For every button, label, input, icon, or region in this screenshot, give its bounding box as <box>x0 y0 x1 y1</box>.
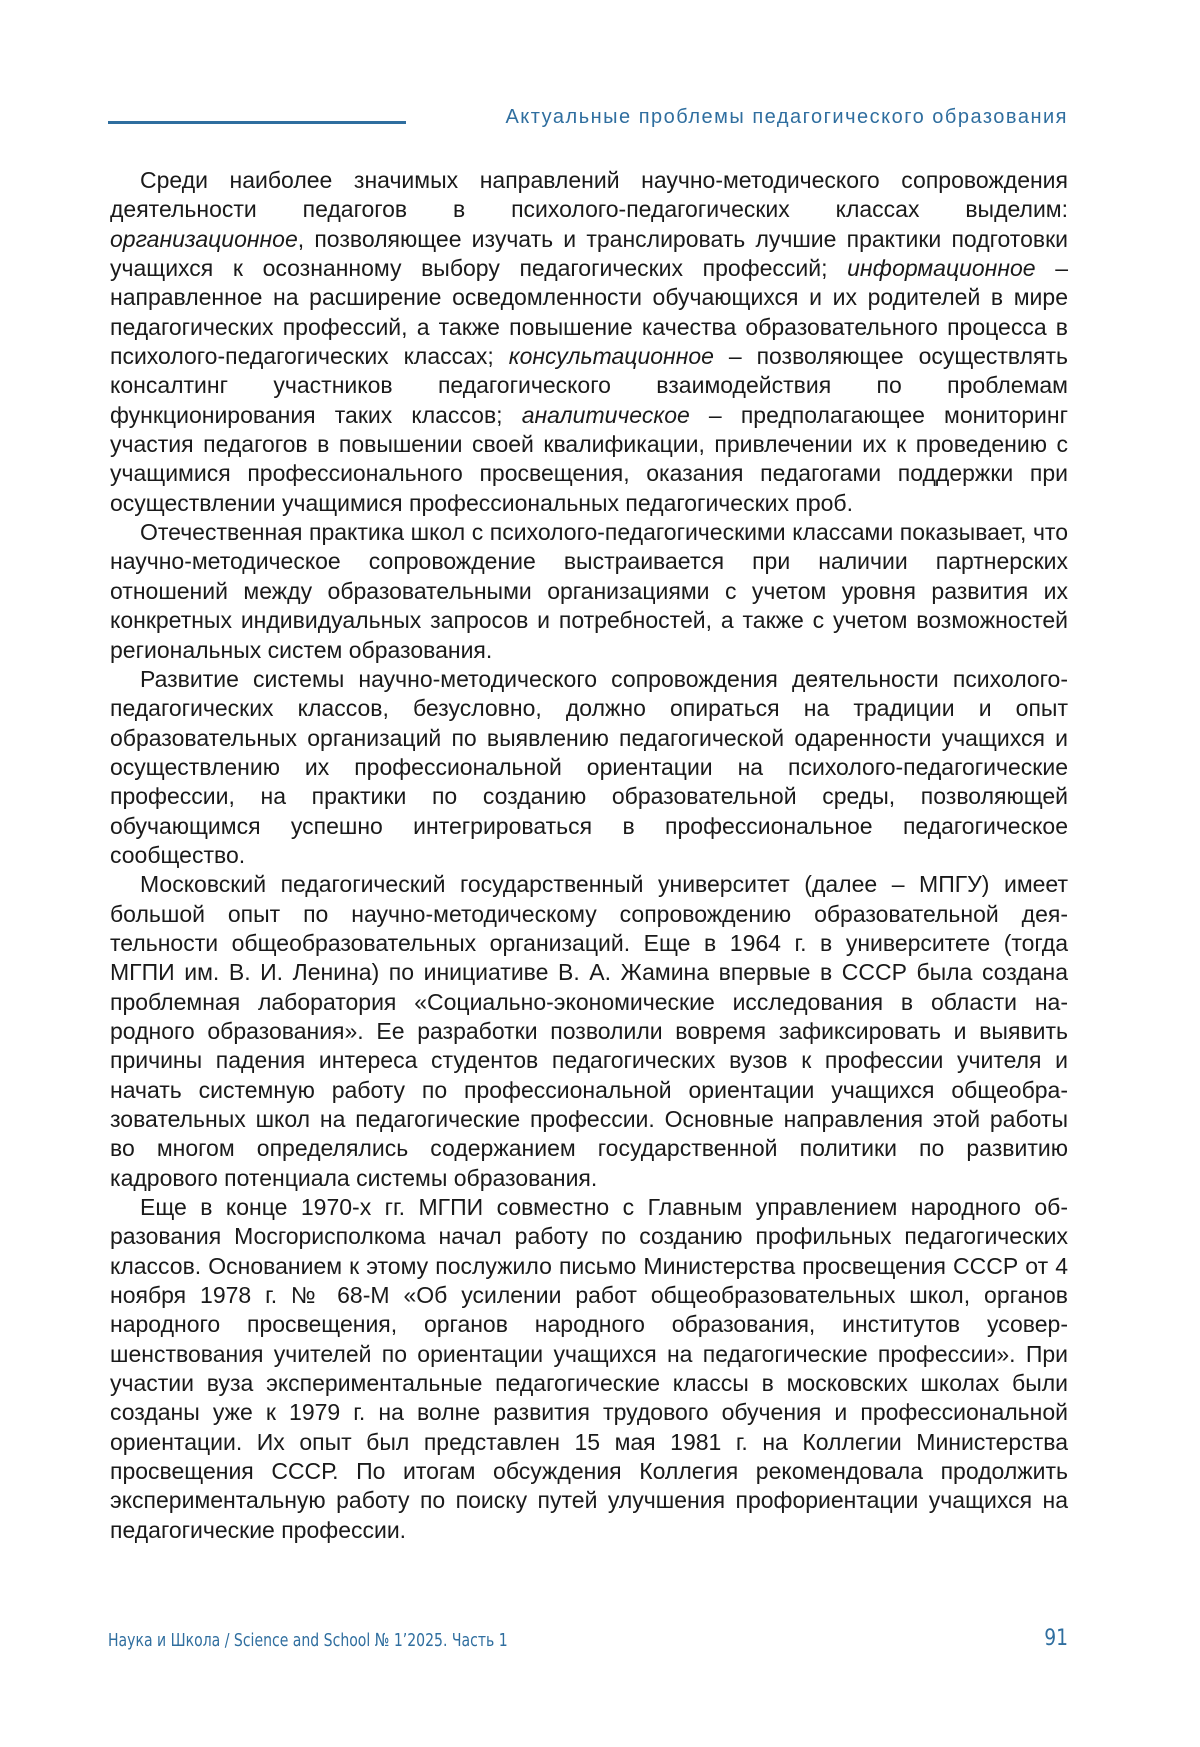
section-title: Актуальные проблемы педагогического образования <box>505 106 1068 128</box>
paragraph-text: – направленное на расширение осведомленности обучающихся и их родителей в мире педагогических профессий, а также повышение качества образовательного процесса в психолого-педагогических классах; <box>110 255 1069 370</box>
paragraph-text: – позволяющее осуществлять консалтинг участников педагогического взаимодействия по проблемам функционирования таких классов; <box>110 343 1069 428</box>
article-body <box>110 166 1068 1545</box>
paragraph-text: , позволяющее изучать и транслировать лучшие практики подготовки учащихся к осознанному выбору педагогических профессий; <box>110 225 1068 282</box>
emphasis-term: аналитическое <box>521 401 690 428</box>
paragraph: Отечественная практика школ с психолого-педагогическими классами показывает, что научно-методическое сопровождение выстраивается при наличии партнерских отношений между образовательными организациями с учетом уровня развития их конкретных индивидуальных запросов и потребностей, а также с учетом возможностей региональных систем образования. <box>110 519 1068 663</box>
paragraph: Московский педагогический государственный университет (далее – МПГУ) имеет большой опыт по научно-методическому сопровождению образовательной деятельности общеобразовательных организаций. Еще в 1964 г. в университете (тогда МГПИ им. В. И. Ленина) по инициативе В. А. Жамина впервые в СССР была создана проблемная лаборатория «Социально-экономические исследования в области народного образования». Ее разработки позволили вовремя зафиксировать и выявить причины падения интереса студентов педагогических вузов к профессии учителя и начать системную работу по профессиональной ориентации учащихся общеобразовательных школ на педагогические профессии. Основные направления этой работы во многом определялись содержанием государственной политики по развитию кадрового потенциала системы образования. <box>110 871 1068 1191</box>
paragraph-text: Среди наиболее значимых направлений научно-методического сопровождения деятельности педагогов в психолого-педагогических классах выделим: <box>110 167 1068 223</box>
paragraph: Еще в конце 1970-х гг. МГПИ совместно с Главным управлением народного образования Мосгорисполкома начал работу по созданию профильных педагогических классов. Основанием к этому послужило письмо Министерства просвещения СССР от 4 ноября 1978 г. № 68-М «Об усилении работ общеобразовательных школ, органов народного просвещения, органов народного образования, институтов усовершенствования учителей по ориентации учащихся на педагогические профессии». При участии вуза экспериментальные педагогические классы в московских школах были созданы уже к 1979 г. на волне развития трудового обучения и профессиональной ориентации. Их опыт был представлен 15 мая 1981 г. на Коллегии Министерства просвещения СССР. По итогам обсуждения Коллегия рекомендовала продолжить экспериментальную работу по поиску путей улучшения профориентации учащихся на педагогические профессии. <box>110 1194 1068 1543</box>
running-head <box>108 104 1068 134</box>
journal-citation: Наука и Школа / Science and School № 1’2025. Часть 1 <box>108 1630 508 1651</box>
paragraph: Развитие системы научно-методического сопровождения деятельности психолого-педагогических классов, безусловно, должно опираться на традиции и опыт образовательных организаций по выявлению педагогической одаренности учащихся и осуществлению их профессиональной ориентации на психолого-педагогические профессии, на практики по созданию образовательной среды, позволяющей обучающимся успешно интегрироваться в профессиональное педагогическое сообщество. <box>110 665 1068 868</box>
paragraph-text: – предполагающее мониторинг участия педагогов в повышении своей квалификации, привлечении их к проведению с учащимися профессионального просвещения, оказания педагогами поддержки при осуществлении учащимися профессиональных педагогических проб. <box>110 401 1068 516</box>
page-number: 91 <box>1044 1626 1068 1651</box>
page-footer <box>108 1625 1068 1657</box>
emphasis-term: информационное <box>847 255 1036 282</box>
header-rule <box>108 121 406 124</box>
emphasis-term: организационное <box>110 225 298 252</box>
emphasis-term: консультационное <box>508 343 714 370</box>
paragraph <box>110 166 1068 518</box>
